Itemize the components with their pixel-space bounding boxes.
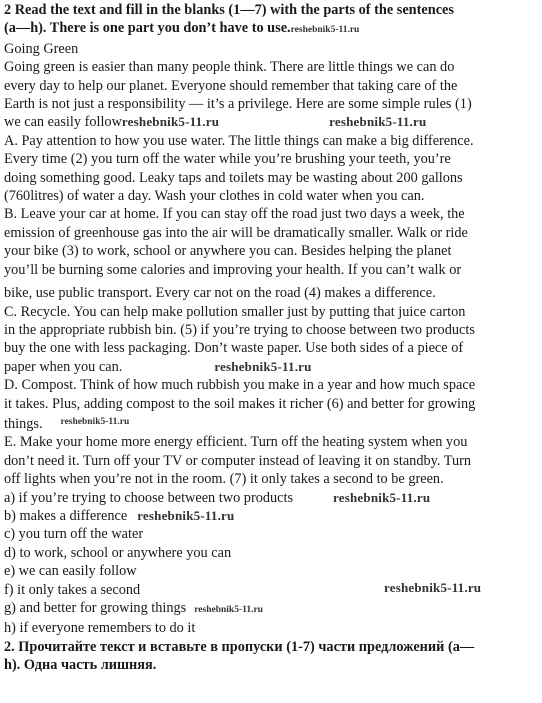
- rule-b-line: your bike (3) to work, school or anywhere you can. Besides helping the planet: [4, 243, 452, 260]
- rule-a-line: (760litres) of water a day. Wash your clothes in cold water when you can.: [4, 188, 425, 205]
- option-a: a) if you’re trying to choose between two products reshebnik5-11.ru: [4, 489, 431, 506]
- rule-e-line: off lights when you’re not in the room. (7) it only takes a second to be green.: [4, 471, 444, 488]
- rule-a-line: Every time (2) you turn off the water while you’re brushing your teeth, you’re: [4, 151, 451, 168]
- rule-c-line: buy the one with less packaging. Don’t waste paper. Use both sides of a piece of: [4, 340, 464, 357]
- rule-c-line: paper when you can. reshebnik5-11.ru: [4, 358, 312, 375]
- rule-d-line: D. Compost. Think of how much rubbish you make in a year and how much space: [4, 377, 476, 394]
- watermark: reshebnik5-11.ru: [137, 507, 235, 523]
- rule-a-line: A. Pay attention to how you use water. The little things can make a big difference.: [4, 132, 474, 149]
- rule-c-line: C. Recycle. You can help make pollution smaller just by putting that juice carton: [4, 303, 466, 320]
- rule-a-line: doing something good. Leaky taps and toilets may be wasting about 200 gallons: [4, 169, 463, 186]
- watermark: reshebnik5-11.ru: [194, 605, 263, 615]
- option-d: d) to work, school or anywhere you can: [4, 544, 232, 561]
- watermark: reshebnik5-11.ru: [333, 489, 431, 505]
- intro-line: Earth is not just a responsibility — it’s a privilege. Here are some simple rules (1): [4, 96, 472, 113]
- option-f: f) it only takes a second: [4, 581, 141, 598]
- intro-line: Going green is easier than many people think. There are little things we can do: [4, 59, 455, 76]
- option-b: b) makes a difference reshebnik5-11.ru: [4, 507, 235, 524]
- rule-e-line: don’t need it. Turn off your TV or computer instead of leaving it on standby. Turn: [4, 452, 472, 469]
- rule-b-line: you’ll be burning some calories and improving your health. If you can’t walk or: [4, 261, 462, 278]
- option-g: g) and better for growing things reshebnik5-11.ru: [4, 600, 263, 616]
- watermark: reshebnik5-11.ru: [384, 580, 482, 595]
- watermark: reshebnik5-11.ru: [121, 114, 220, 130]
- rule-c-line: in the appropriate rubbish bin. (5) if you’re trying to choose between two products: [4, 321, 475, 338]
- rule-d-line: things. $^{reshebnik5-11.ru}$: [4, 415, 130, 432]
- rule-b-line: bike, use public transport. Every car not on the road (4) makes a difference.: [4, 285, 436, 302]
- document-page: [4, 1, 539, 675]
- watermark: reshebnik5-11.ru: [290, 25, 360, 36]
- rule-d-line: it takes. Plus, adding compost to the soil makes it richer (6) and better for growing: [4, 395, 476, 412]
- task-heading-line-1: 2 Read the text and fill in the blanks (1—7) with the parts of the sentences: [4, 2, 454, 18]
- rule-e-line: E. Make your home more energy efficient. Turn off the heating system when you: [4, 434, 468, 451]
- option-h: h) if everyone remembers to do it: [4, 620, 196, 637]
- task-heading-line-2: (a—h). There is one part you don’t have to use.reshebnik5-11.ru: [4, 20, 360, 37]
- option-c: c) you turn off the water: [4, 526, 144, 543]
- rule-b-line: B. Leave your car at home. If you can stay off the road just two days a week, the: [4, 206, 465, 223]
- intro-line: every day to help our planet. Everyone should remember that taking care of the: [4, 77, 458, 94]
- rule-b-line: emission of greenhouse gas into the air will be dramatically smaller. Walk or ride: [4, 224, 468, 241]
- russian-task-line-1: 2. Прочитайте текст и вставьте в пропуски (1-7) части предложений (a—: [4, 638, 475, 655]
- russian-task-line-2: h). Одна часть лишняя.: [4, 657, 157, 674]
- option-e: e) we can easily follow: [4, 563, 137, 580]
- watermark: reshebnik5-11.ru: [214, 358, 312, 374]
- text-title: Going Green: [4, 40, 79, 57]
- intro-line: we can easily followreshebnik5-11.ru reshebnik5-11.ru: [4, 114, 427, 131]
- watermark: reshebnik5-11.ru: [329, 114, 427, 130]
- watermark: reshebnik5-11.ru: [60, 416, 130, 427]
